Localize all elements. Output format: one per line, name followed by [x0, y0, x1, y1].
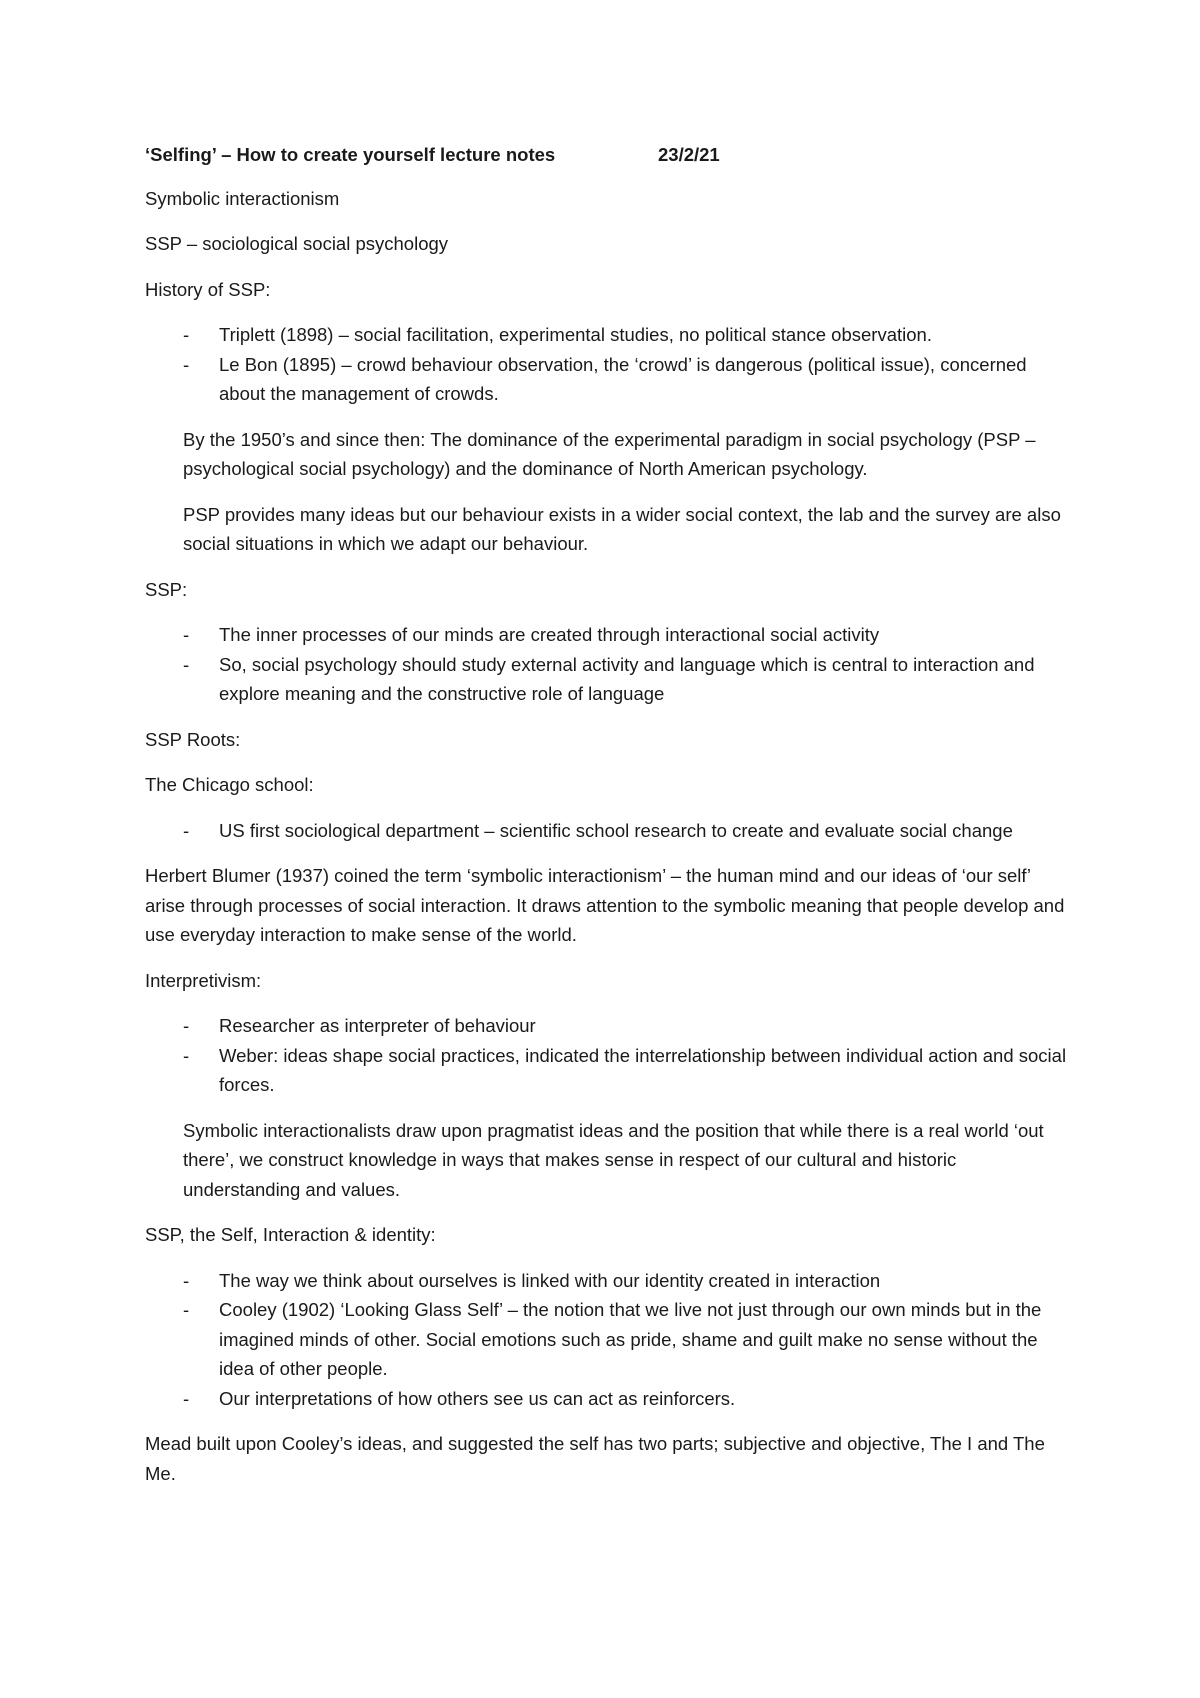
list-item: - The way we think about ourselves is linked with our identity created in interaction	[145, 1266, 1075, 1296]
list-item: - Le Bon (1895) – crowd behaviour observation, the ‘crowd’ is dangerous (political issue), concerned about the management of crowds.	[145, 350, 1075, 409]
self-list	[145, 1266, 1075, 1414]
list-item: - Triplett (1898) – social facilitation, experimental studies, no political stance observation.	[145, 320, 1075, 350]
history-list	[145, 320, 1075, 409]
section-heading: History of SSP:	[145, 278, 271, 300]
paragraph: The Chicago school:	[145, 774, 314, 795]
document-date: 23/2/21	[658, 144, 720, 165]
list-item: - So, social psychology should study external activity and language which is central to interaction and explore meaning and the constructive role of language	[145, 650, 1075, 709]
document-title: ‘Selfing’ – How to create yourself lecture notes	[145, 144, 556, 165]
paragraph: Symbolic interactionism	[145, 187, 340, 209]
paragraph: PSP provides many ideas but our behaviour exists in a wider social context, the lab and the survey are also social situations in which we adapt our behaviour.	[183, 503, 1061, 554]
paragraph: Herbert Blumer (1937) coined the term ‘symbolic interactionism’ – the human mind and our ideas of ‘our self’ arise through processes of social interaction. It draws attention to the symbolic meaning that people develop and use everyday interaction to make sense of the world.	[145, 865, 1065, 945]
list-item: - The inner processes of our minds are created through interactional social activity	[145, 620, 1075, 650]
list-item: - Weber: ideas shape social practices, indicated the interrelationship between individual action and social forces.	[145, 1041, 1075, 1100]
list-item: - Cooley (1902) ‘Looking Glass Self’ – the notion that we live not just through our own minds but in the imagined minds of other. Social emotions such as pride, shame and guilt make no sense without the idea of other people.	[145, 1295, 1075, 1384]
title-row	[145, 140, 1075, 170]
paragraph: SSP – sociological social psychology	[145, 233, 449, 254]
paragraph: Symbolic interactionalists draw upon pragmatist ideas and the position that while there is a real world ‘out there’, we construct knowledge in ways that makes sense in respect of our cultural and historic understanding and values.	[183, 1119, 1044, 1200]
section-heading: Interpretivism:	[145, 969, 262, 991]
chicago-list	[145, 816, 1075, 846]
section-heading: SSP, the Self, Interaction & identity:	[145, 1224, 436, 1245]
paragraph: By the 1950’s and since then: The dominance of the experimental paradigm in social psychology (PSP – psychological social psychology) and the dominance of North American psychology.	[183, 428, 1036, 479]
list-item: - Researcher as interpreter of behaviour	[145, 1011, 1075, 1041]
list-item: - US first sociological department – scientific school research to create and evaluate social change	[145, 816, 1075, 846]
list-item: - Our interpretations of how others see us can act as reinforcers.	[145, 1384, 1075, 1414]
document-body	[145, 140, 1075, 1504]
section-heading: SSP:	[145, 578, 188, 600]
ssp-list	[145, 620, 1075, 709]
interpretivism-list	[145, 1011, 1075, 1100]
paragraph: Mead built upon Cooley’s ideas, and suggested the self has two parts; subjective and objective, The I and The Me.	[145, 1433, 1045, 1484]
section-heading: SSP Roots:	[145, 728, 241, 750]
